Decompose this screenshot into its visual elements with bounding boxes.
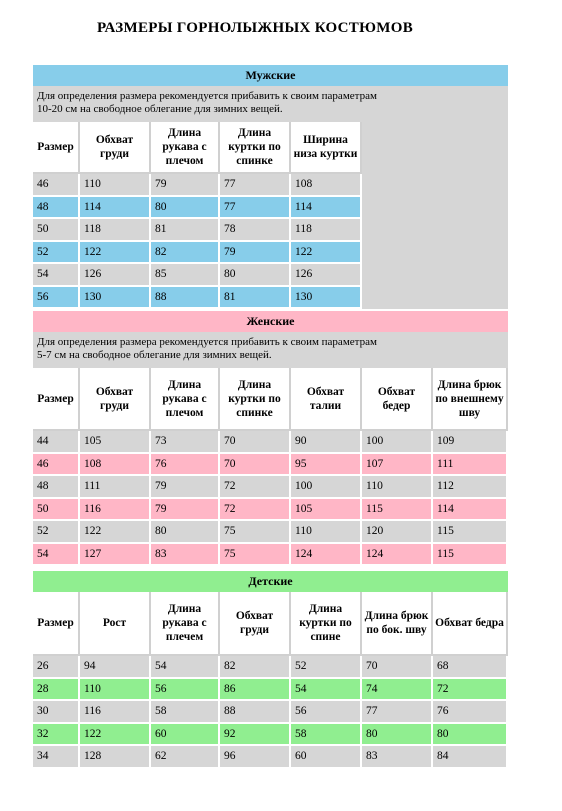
cell: 107 [362, 454, 433, 477]
kids-header-cell: Длина брюк по бок. шву [362, 592, 433, 656]
women-header-cell: Длина куртки по спинке [220, 368, 291, 431]
cell: 52 [33, 242, 80, 265]
cell: 122 [291, 242, 362, 265]
cell: 118 [80, 219, 151, 242]
women-note [33, 332, 508, 368]
cell: 48 [33, 197, 80, 220]
kids-header-cell: Рост [80, 592, 151, 656]
cell: 79 [151, 174, 220, 197]
table-row [33, 679, 508, 702]
cell: 81 [151, 219, 220, 242]
cell: 108 [80, 454, 151, 477]
cell: 130 [291, 287, 362, 310]
table-row [33, 287, 362, 310]
cell: 77 [220, 197, 291, 220]
cell: 92 [220, 724, 291, 747]
kids-heading: Детские [33, 571, 508, 592]
cell: 114 [80, 197, 151, 220]
men-heading: Мужские [33, 65, 508, 86]
cell: 56 [291, 701, 362, 724]
cell: 90 [291, 431, 362, 454]
table-row [33, 724, 508, 747]
men-note-line2: 10-20 см на свободное облегание для зимних вещей. [37, 103, 283, 115]
cell: 88 [220, 701, 291, 724]
cell: 114 [433, 499, 508, 522]
cell: 96 [220, 746, 291, 769]
cell: 82 [220, 656, 291, 679]
cell: 83 [362, 746, 433, 769]
cell: 80 [220, 264, 291, 287]
kids-header-cell: Длина рукава с плечем [151, 592, 220, 656]
kids-header-cell: Размер [33, 592, 80, 656]
cell: 76 [433, 701, 508, 724]
cell: 46 [33, 454, 80, 477]
cell: 79 [220, 242, 291, 265]
cell: 108 [291, 174, 362, 197]
women-header-cell: Обхват бедер [362, 368, 433, 431]
cell: 84 [433, 746, 508, 769]
cell: 124 [291, 544, 362, 567]
table-row [33, 264, 362, 287]
women-note-line2: 5-7 см на свободное облегание для зимних вещей. [37, 349, 272, 361]
table-row [33, 219, 362, 242]
women-note-line1: Для определения размера рекомендуется прибавить к своим параметрам [37, 336, 377, 348]
cell: 32 [33, 724, 80, 747]
cell: 30 [33, 701, 80, 724]
women-header-cell: Длина брюк по внешнему шву [433, 368, 508, 431]
cell: 80 [362, 724, 433, 747]
table-row [33, 746, 508, 769]
cell: 82 [151, 242, 220, 265]
cell: 70 [220, 431, 291, 454]
table-row [33, 454, 508, 477]
cell: 124 [362, 544, 433, 567]
cell: 26 [33, 656, 80, 679]
cell: 46 [33, 174, 80, 197]
cell: 72 [433, 679, 508, 702]
women-header-cell: Обхват талии [291, 368, 362, 431]
cell: 126 [80, 264, 151, 287]
kids-header-cell: Обхват бедра [433, 592, 508, 656]
cell: 122 [80, 242, 151, 265]
cell: 100 [291, 476, 362, 499]
cell: 44 [33, 431, 80, 454]
cell: 86 [220, 679, 291, 702]
cell: 79 [151, 499, 220, 522]
women-size-table [33, 368, 508, 566]
cell: 110 [80, 174, 151, 197]
cell: 80 [433, 724, 508, 747]
cell: 74 [362, 679, 433, 702]
cell: 34 [33, 746, 80, 769]
cell: 122 [80, 521, 151, 544]
cell: 68 [433, 656, 508, 679]
cell: 110 [362, 476, 433, 499]
men-section [33, 65, 508, 309]
cell: 58 [291, 724, 362, 747]
cell: 70 [362, 656, 433, 679]
cell: 60 [151, 724, 220, 747]
men-empty-area [362, 122, 508, 309]
cell: 48 [33, 476, 80, 499]
table-row [33, 521, 508, 544]
cell: 52 [291, 656, 362, 679]
table-row [33, 701, 508, 724]
cell: 111 [433, 454, 508, 477]
cell: 130 [80, 287, 151, 310]
cell: 128 [80, 746, 151, 769]
cell: 116 [80, 499, 151, 522]
cell: 115 [433, 521, 508, 544]
cell: 112 [433, 476, 508, 499]
cell: 83 [151, 544, 220, 567]
table-row [33, 242, 362, 265]
cell: 58 [151, 701, 220, 724]
kids-size-table [33, 592, 508, 769]
kids-section [33, 571, 508, 769]
cell: 120 [362, 521, 433, 544]
cell: 72 [220, 476, 291, 499]
men-size-table [33, 122, 362, 309]
men-header-cell: Ширина низа куртки [291, 122, 362, 174]
table-row [33, 476, 508, 499]
cell: 126 [291, 264, 362, 287]
cell: 77 [220, 174, 291, 197]
cell: 100 [362, 431, 433, 454]
men-header-cell: Размер [33, 122, 80, 174]
cell: 95 [291, 454, 362, 477]
cell: 111 [80, 476, 151, 499]
cell: 81 [220, 287, 291, 310]
table-row [33, 174, 362, 197]
women-header-cell: Длина рукава с плечом [151, 368, 220, 431]
cell: 62 [151, 746, 220, 769]
men-note [33, 86, 508, 122]
cell: 70 [220, 454, 291, 477]
cell: 60 [291, 746, 362, 769]
women-section [33, 311, 508, 566]
cell: 110 [80, 679, 151, 702]
cell: 105 [80, 431, 151, 454]
cell: 75 [220, 521, 291, 544]
cell: 50 [33, 499, 80, 522]
cell: 105 [291, 499, 362, 522]
women-header-cell: Размер [33, 368, 80, 431]
men-header-cell: Длина куртки по спинке [220, 122, 291, 174]
cell: 76 [151, 454, 220, 477]
cell: 75 [220, 544, 291, 567]
cell: 94 [80, 656, 151, 679]
table-row [33, 197, 362, 220]
page-title: РАЗМЕРЫ ГОРНОЛЫЖНЫХ КОСТЮМОВ [96, 20, 414, 36]
kids-header-cell: Длина куртки по спине [291, 592, 362, 656]
men-header-cell: Обхват груди [80, 122, 151, 174]
cell: 28 [33, 679, 80, 702]
cell: 118 [291, 219, 362, 242]
women-header-cell: Обхват груди [80, 368, 151, 431]
cell: 115 [362, 499, 433, 522]
cell: 54 [33, 544, 80, 567]
cell: 114 [291, 197, 362, 220]
table-row [33, 656, 508, 679]
cell: 80 [151, 197, 220, 220]
kids-header-cell: Обхват груди [220, 592, 291, 656]
cell: 80 [151, 521, 220, 544]
cell: 110 [291, 521, 362, 544]
cell: 50 [33, 219, 80, 242]
table-row [33, 499, 508, 522]
table-row [33, 431, 508, 454]
women-heading: Женские [33, 311, 508, 332]
men-note-line1: Для определения размера рекомендуется прибавить к своим параметрам [37, 90, 377, 102]
cell: 78 [220, 219, 291, 242]
cell: 88 [151, 287, 220, 310]
cell: 85 [151, 264, 220, 287]
cell: 127 [80, 544, 151, 567]
men-header-cell: Длина рукава с плечом [151, 122, 220, 174]
table-row [33, 544, 508, 567]
cell: 109 [433, 431, 508, 454]
cell: 116 [80, 701, 151, 724]
cell: 56 [33, 287, 80, 310]
cell: 122 [80, 724, 151, 747]
cell: 77 [362, 701, 433, 724]
cell: 54 [151, 656, 220, 679]
cell: 52 [33, 521, 80, 544]
cell: 54 [33, 264, 80, 287]
cell: 56 [151, 679, 220, 702]
cell: 72 [220, 499, 291, 522]
cell: 54 [291, 679, 362, 702]
cell: 73 [151, 431, 220, 454]
cell: 115 [433, 544, 508, 567]
cell: 79 [151, 476, 220, 499]
